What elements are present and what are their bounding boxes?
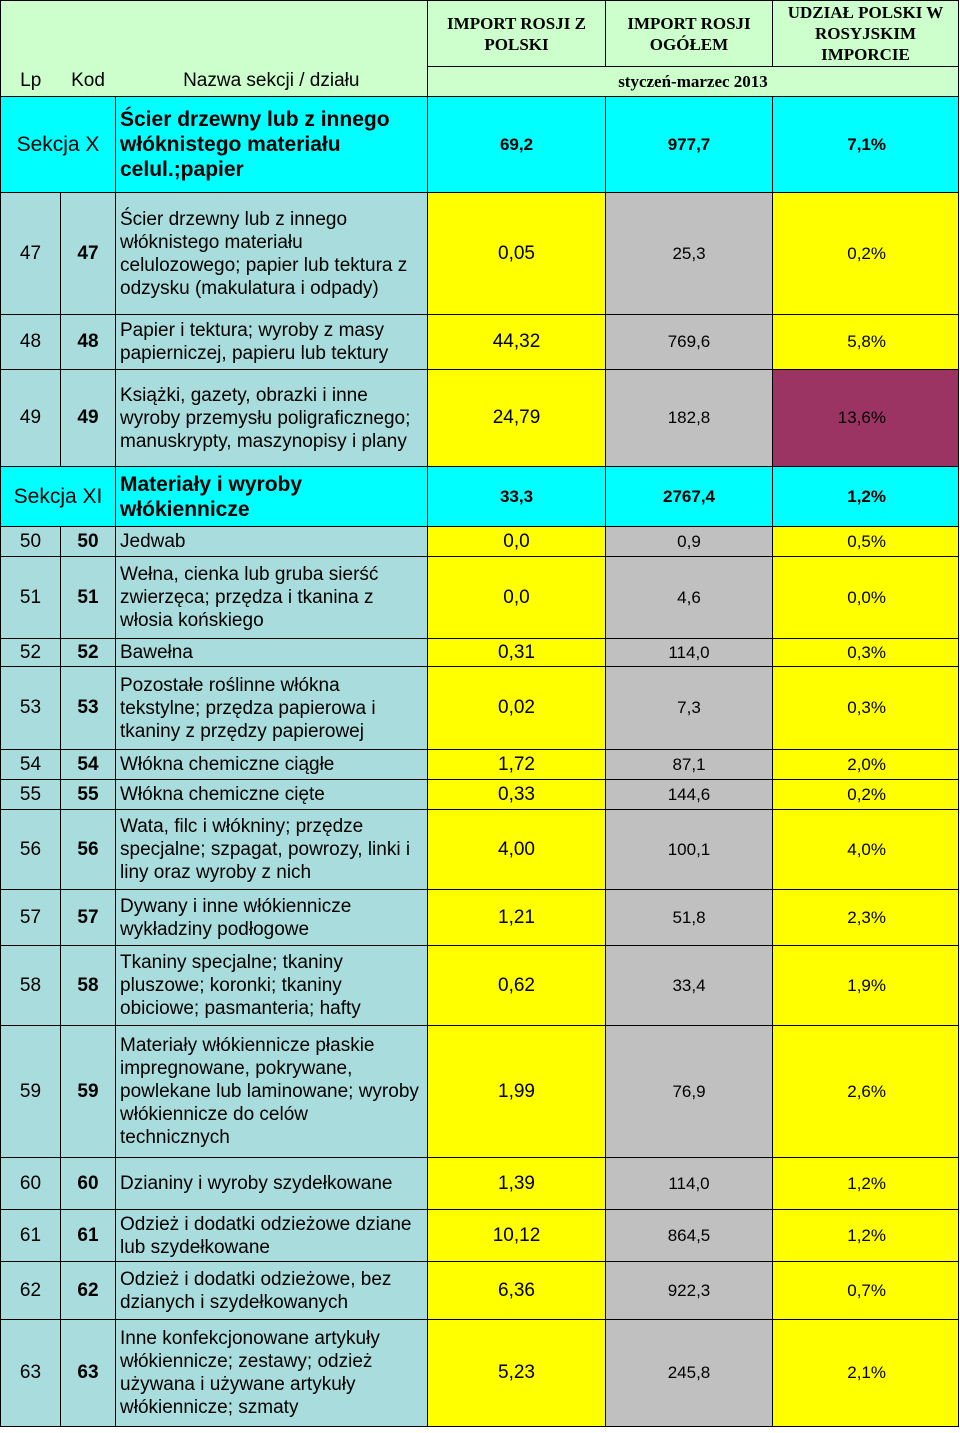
table-row: [1, 557, 959, 639]
row-name: Dzianiny i wyroby szydełkowane: [116, 1158, 428, 1210]
import-total-value: 922,3: [606, 1262, 773, 1320]
row-name: Pozostałe roślinne włókna tekstylne; przędza papierowa i tkaniny z przędzy papierowej: [116, 667, 428, 750]
row-kod: 55: [61, 780, 116, 810]
period-label: styczeń-marzec 2013: [428, 67, 959, 97]
row-kod: 49: [61, 370, 116, 467]
table-row: [1, 946, 959, 1026]
share-value: 0,5%: [773, 527, 959, 557]
row-kod: 47: [61, 193, 116, 315]
import-total-value: 769,6: [606, 315, 773, 370]
col-header-name: Nazwa sekcji / działu: [116, 67, 428, 97]
row-name: Wata, filc i włókniny; przędze specjalne; szpagat, powrozy, linki i liny oraz wyroby z nich: [116, 810, 428, 890]
row-kod: 58: [61, 946, 116, 1026]
section-row: [1, 467, 959, 527]
import-total-value: 114,0: [606, 639, 773, 667]
import-pl-value: 0,02: [428, 667, 606, 750]
share-value: 7,1%: [773, 97, 959, 193]
row-lp: 48: [1, 315, 61, 370]
row-lp: 62: [1, 1262, 61, 1320]
row-name: Wełna, cienka lub gruba sierść zwierzęca; przędza i tkanina z włosia końskiego: [116, 557, 428, 639]
row-lp: 59: [1, 1026, 61, 1158]
row-name: Inne konfekcjonowane artykuły włókiennicze; zestawy; odzież używana i używane artykuły włókiennicze; szmaty: [116, 1320, 428, 1427]
import-total-value: 114,0: [606, 1158, 773, 1210]
import-pl-value: 24,79: [428, 370, 606, 467]
table-row: [1, 890, 959, 946]
row-kod: 54: [61, 750, 116, 780]
row-kod: 51: [61, 557, 116, 639]
row-kod: 63: [61, 1320, 116, 1427]
import-total-value: 100,1: [606, 810, 773, 890]
import-total-value: 2767,4: [606, 467, 773, 527]
table-row: [1, 750, 959, 780]
row-lp: 60: [1, 1158, 61, 1210]
row-kod: 62: [61, 1262, 116, 1320]
section-label: Sekcja XI: [1, 467, 116, 527]
row-name: Materiały włókiennicze płaskie impregnowane, pokrywane, powlekane lub laminowane; wyroby włókiennicze do celów technicznych: [116, 1026, 428, 1158]
import-pl-value: 1,72: [428, 750, 606, 780]
row-lp: 63: [1, 1320, 61, 1427]
import-total-value: 864,5: [606, 1210, 773, 1262]
import-pl-value: 1,21: [428, 890, 606, 946]
import-total-value: 33,4: [606, 946, 773, 1026]
import-pl-value: 0,31: [428, 639, 606, 667]
import-total-value: 4,6: [606, 557, 773, 639]
row-name: Bawełna: [116, 639, 428, 667]
share-value: 2,1%: [773, 1320, 959, 1427]
row-name: Włókna chemiczne ciągłe: [116, 750, 428, 780]
table-row: [1, 1210, 959, 1262]
import-pl-value: 0,62: [428, 946, 606, 1026]
table-row: [1, 1158, 959, 1210]
row-name: Ścier drzewny lub z innego włóknistego materiału celulozowego; papier lub tektura z odzysku (makulatura i odpady): [116, 193, 428, 315]
share-value: 0,7%: [773, 1262, 959, 1320]
share-value: 4,0%: [773, 810, 959, 890]
import-total-value: 76,9: [606, 1026, 773, 1158]
share-value: 0,3%: [773, 667, 959, 750]
col-header-share: UDZIAŁ POLSKI W ROSYJSKIM IMPORCIE: [773, 1, 959, 67]
import-total-value: 245,8: [606, 1320, 773, 1427]
share-value: 0,0%: [773, 557, 959, 639]
table-row: [1, 810, 959, 890]
row-lp: 52: [1, 639, 61, 667]
import-pl-value: 0,33: [428, 780, 606, 810]
row-kod: 59: [61, 1026, 116, 1158]
section-label: Sekcja X: [1, 97, 116, 193]
section-name: Ścier drzewny lub z innego włóknistego materiału celul.;papier: [116, 97, 428, 193]
row-kod: 61: [61, 1210, 116, 1262]
share-value: 1,2%: [773, 467, 959, 527]
import-pl-value: 4,00: [428, 810, 606, 890]
import-pl-value: 0,0: [428, 557, 606, 639]
table-row: [1, 1026, 959, 1158]
share-value: 1,9%: [773, 946, 959, 1026]
import-pl-value: 44,32: [428, 315, 606, 370]
import-pl-value: 10,12: [428, 1210, 606, 1262]
row-lp: 55: [1, 780, 61, 810]
import-pl-value: 0,05: [428, 193, 606, 315]
share-value: 2,3%: [773, 890, 959, 946]
share-value: 13,6%: [773, 370, 959, 467]
row-name: Odzież i dodatki odzieżowe dziane lub szydełkowane: [116, 1210, 428, 1262]
row-lp: 53: [1, 667, 61, 750]
share-value: 1,2%: [773, 1210, 959, 1262]
row-lp: 51: [1, 557, 61, 639]
table-row: [1, 315, 959, 370]
row-name: Książki, gazety, obrazki i inne wyroby przemysłu poligraficznego; manuskrypty, maszynopisy i plany: [116, 370, 428, 467]
col-header-lp: Lp: [1, 67, 61, 97]
col-header-import-total: IMPORT ROSJI OGÓŁEM: [606, 1, 773, 67]
table-row: [1, 527, 959, 557]
share-value: 0,3%: [773, 639, 959, 667]
table-row: [1, 193, 959, 315]
share-value: 2,6%: [773, 1026, 959, 1158]
import-total-value: 0,9: [606, 527, 773, 557]
table-row: [1, 780, 959, 810]
row-kod: 56: [61, 810, 116, 890]
table-row: [1, 639, 959, 667]
row-kod: 53: [61, 667, 116, 750]
col-header-import-pl: IMPORT ROSJI Z POLSKI: [428, 1, 606, 67]
import-total-value: 51,8: [606, 890, 773, 946]
share-value: 5,8%: [773, 315, 959, 370]
row-kod: 52: [61, 639, 116, 667]
row-name: Odzież i dodatki odzieżowe, bez dzianych i szydełkowanych: [116, 1262, 428, 1320]
row-kod: 57: [61, 890, 116, 946]
row-lp: 58: [1, 946, 61, 1026]
row-name: Jedwab: [116, 527, 428, 557]
row-name: Papier i tektura; wyroby z masy papierniczej, papieru lub tektury: [116, 315, 428, 370]
row-kod: 60: [61, 1158, 116, 1210]
import-pl-value: 6,36: [428, 1262, 606, 1320]
row-lp: 56: [1, 810, 61, 890]
table-row: [1, 1320, 959, 1427]
import-total-value: 7,3: [606, 667, 773, 750]
row-name: Dywany i inne włókiennicze wykładziny podłogowe: [116, 890, 428, 946]
section-row: [1, 97, 959, 193]
row-lp: 61: [1, 1210, 61, 1262]
share-value: 2,0%: [773, 750, 959, 780]
row-name: Włókna chemiczne cięte: [116, 780, 428, 810]
row-lp: 47: [1, 193, 61, 315]
table-row: [1, 1262, 959, 1320]
import-total-value: 87,1: [606, 750, 773, 780]
import-pl-value: 5,23: [428, 1320, 606, 1427]
section-name: Materiały i wyroby włókiennicze: [116, 467, 428, 527]
row-kod: 48: [61, 315, 116, 370]
import-pl-value: 69,2: [428, 97, 606, 193]
share-value: 0,2%: [773, 780, 959, 810]
import-pl-value: 33,3: [428, 467, 606, 527]
table-row: [1, 667, 959, 750]
import-total-value: 977,7: [606, 97, 773, 193]
import-total-value: 144,6: [606, 780, 773, 810]
row-lp: 54: [1, 750, 61, 780]
import-total-value: 25,3: [606, 193, 773, 315]
table-row: [1, 370, 959, 467]
row-lp: 50: [1, 527, 61, 557]
import-pl-value: 0,0: [428, 527, 606, 557]
row-kod: 50: [61, 527, 116, 557]
row-name: Tkaniny specjalne; tkaniny pluszowe; koronki; tkaniny obiciowe; pasmanteria; hafty: [116, 946, 428, 1026]
row-lp: 57: [1, 890, 61, 946]
share-value: 1,2%: [773, 1158, 959, 1210]
header-blank: [1, 1, 428, 67]
import-pl-value: 1,99: [428, 1026, 606, 1158]
col-header-kod: Kod: [61, 67, 116, 97]
import-total-value: 182,8: [606, 370, 773, 467]
import-pl-value: 1,39: [428, 1158, 606, 1210]
share-value: 0,2%: [773, 193, 959, 315]
row-lp: 49: [1, 370, 61, 467]
